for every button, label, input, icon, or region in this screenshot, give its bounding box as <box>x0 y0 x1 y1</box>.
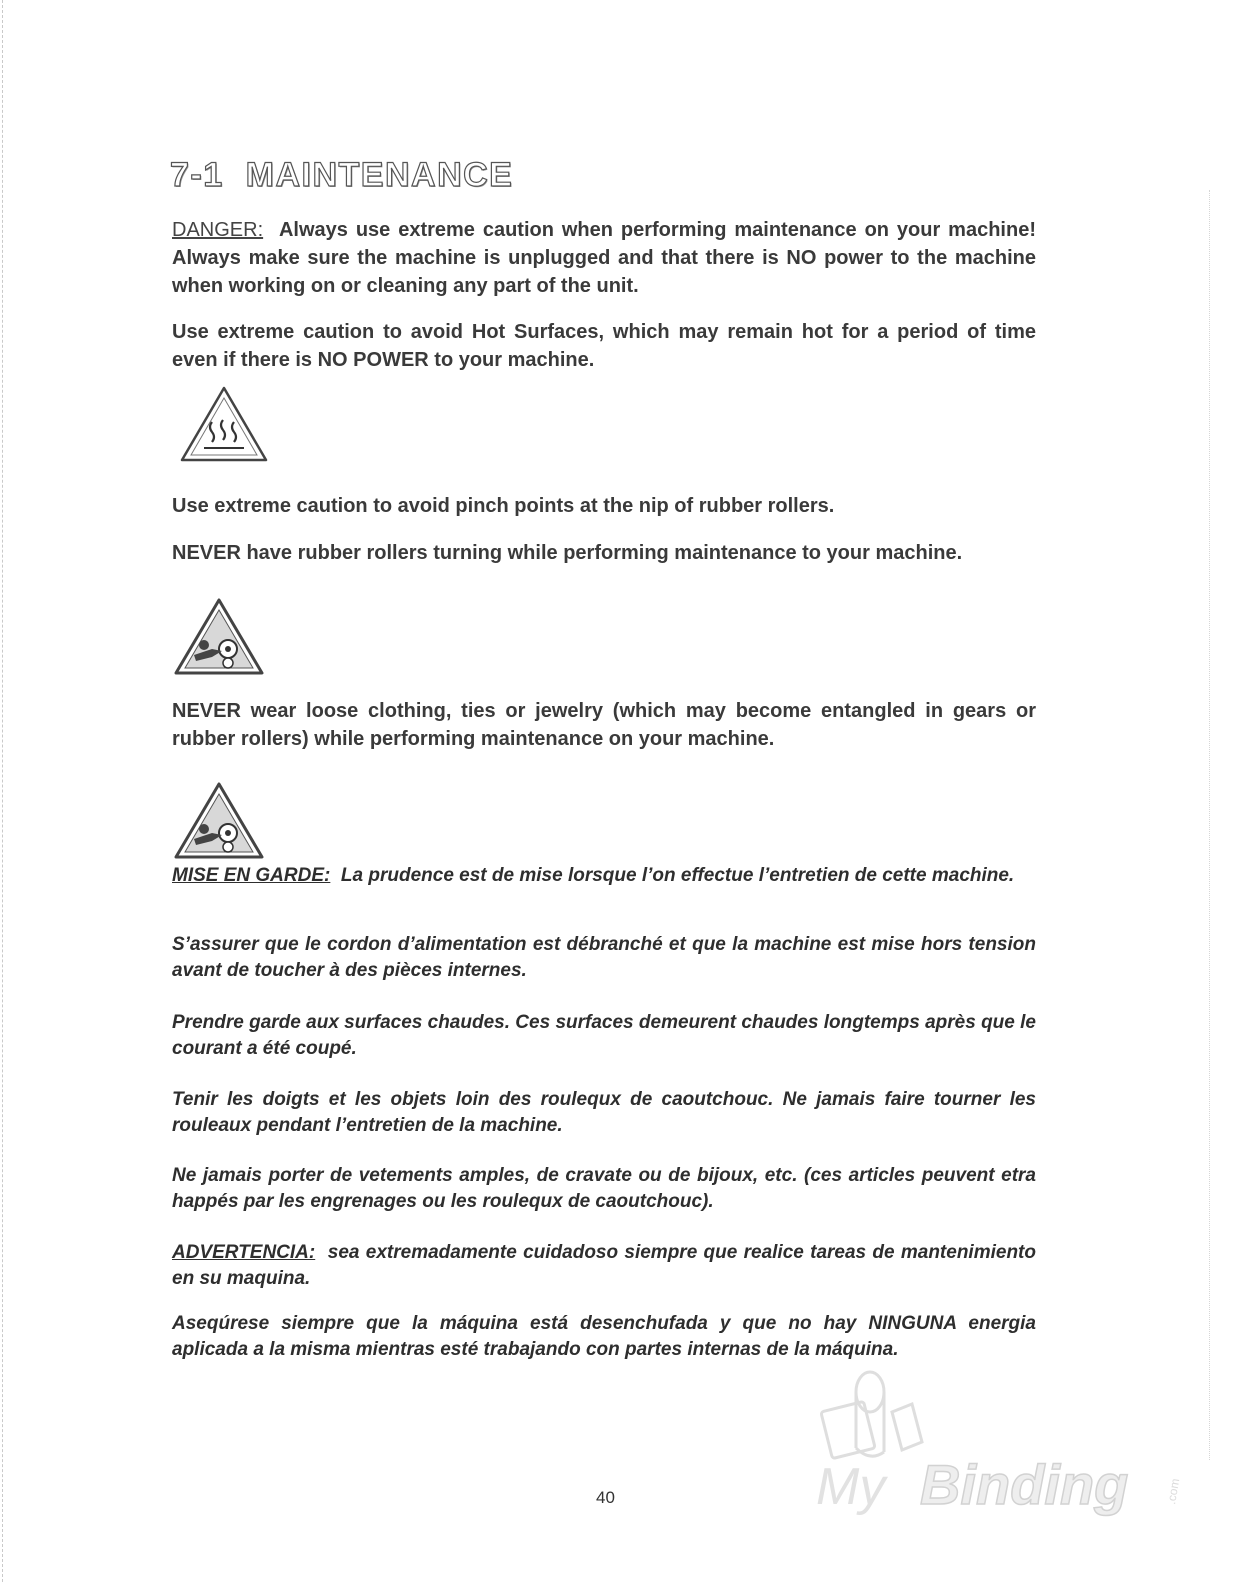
french-unplug-paragraph: S’assurer que le cordon d’alimentation est débranché et que la machine est mise hors tension avant de toucher à des pièces internes. <box>172 934 1036 981</box>
hot-surfaces-paragraph: Use extreme caution to avoid Hot Surfaces, which may remain hot for a period of time even if there is NO POWER to your machine. <box>172 321 1036 371</box>
french-warning-paragraph <box>172 863 1036 889</box>
spanish-warning-paragraph <box>172 1240 1036 1292</box>
watermark-suffix: .com <box>1164 1477 1183 1506</box>
watermark-binding: Binding <box>920 1453 1129 1516</box>
pinch-point-warning-icon <box>172 597 266 677</box>
french-clothing-paragraph: Ne jamais porter de vetements amples, de cravate ou de bijoux, etc. (ces articles peuvent etra happés par les engrenages ou les roulequx de caoutchouc). <box>172 1165 1036 1212</box>
danger-text: Always use extreme caution when performing maintenance on your machine! Always make sure the machine is unplugged and that there is NO power to the machine when working on or cleaning any part of the unit. <box>172 219 1036 297</box>
pinch-points-paragraph: Use extreme caution to avoid pinch points at the nip of rubber rollers. <box>172 495 835 517</box>
spanish-warning-label: ADVERTENCIA: <box>172 1242 316 1263</box>
mybinding-watermark-logo <box>812 1368 1192 1518</box>
section-heading: MAINTENANCE <box>245 156 514 194</box>
french-warning-text: La prudence est de mise lorsque l’on effectue l’entretien de cette machine. <box>340 865 1015 886</box>
loose-clothing-paragraph: NEVER wear loose clothing, ties or jewelry (which may become entangled in gears or rubber rollers) while performing maintenance on your machine. <box>172 700 1036 750</box>
section-number: 7-1 <box>170 156 224 194</box>
scan-edge-right <box>1209 190 1210 1460</box>
french-warning-label: MISE EN GARDE: <box>172 865 331 886</box>
entanglement-warning-icon <box>172 781 266 861</box>
french-rollers-paragraph: Tenir les doigts et les objets loin des roulequx de caoutchouc. Ne jamais faire tourner les rouleaux pendant l’entretien de la machine. <box>172 1089 1036 1136</box>
scan-edge-left <box>2 0 3 1582</box>
spanish-unplug-paragraph: Aseqúrese siempre que la máquina está desenchufada y que no hay NINGUNA energia aplicada a la misma mientras esté trabajando con partes internas de la máquina. <box>172 1313 1036 1360</box>
rollers-turning-paragraph: NEVER have rubber rollers turning while performing maintenance to your machine. <box>172 542 963 564</box>
danger-paragraph <box>172 216 1036 300</box>
page-number: 40 <box>596 1488 615 1507</box>
section-title <box>170 156 513 195</box>
watermark-my: My <box>816 1458 886 1516</box>
spanish-warning-text: sea extremadamente cuidadoso siempre que realice tareas de mantenimiento en su maquina. <box>172 1242 1036 1289</box>
danger-label: DANGER: <box>172 219 264 241</box>
french-hot-paragraph: Prendre garde aux surfaces chaudes. Ces surfaces demeurent chaudes longtemps après que le courant a été coupé. <box>172 1012 1036 1059</box>
hot-surface-warning-icon <box>178 384 270 466</box>
